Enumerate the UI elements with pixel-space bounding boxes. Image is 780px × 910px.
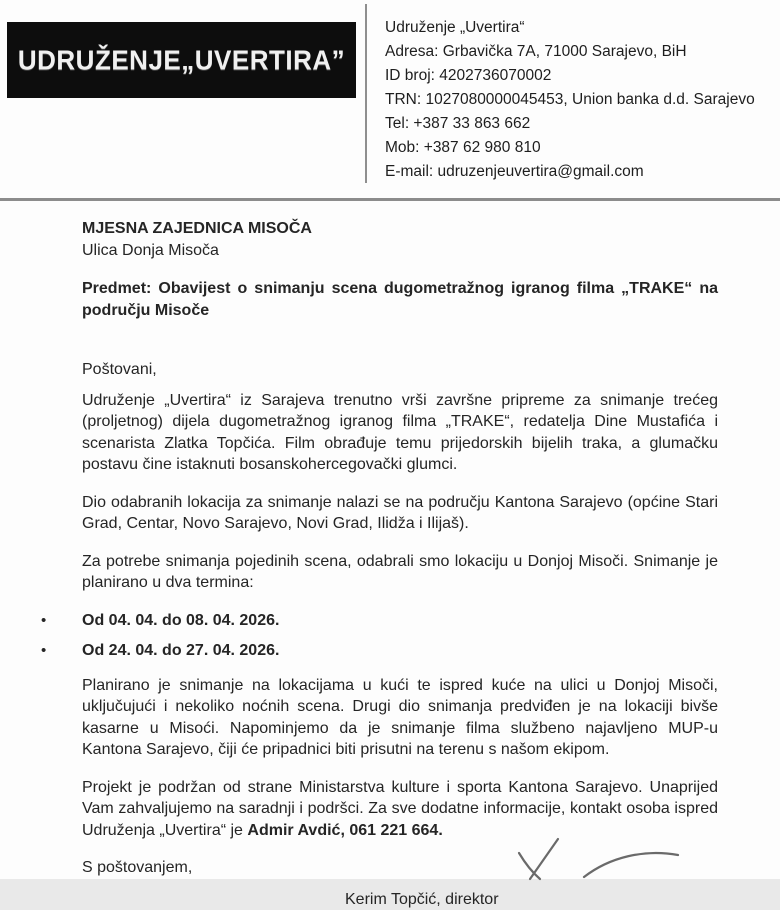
- org-name-line: Udruženje „Uvertira“: [385, 16, 765, 40]
- org-contact-block: [385, 16, 765, 184]
- paragraph-intro: Udruženje „Uvertira“ iz Sarajeva trenutno vrši završne pripreme za snimanje trećeg (proljetnog) dijela dugometražnog igranog filma „TRAKE“, redatelja Dine Mustafića i scenarista Zlatka Topčića. Film obrađuje temu prijedorskih bijelih traka, a glumačku postavu čine istaknuti bosanskohercegovački glumci.: [82, 390, 718, 476]
- signature-handwriting: [492, 845, 712, 879]
- org-mob-line: Mob: +387 62 980 810: [385, 136, 765, 160]
- letter-body: [82, 218, 718, 910]
- bullet-dot-icon: •: [41, 640, 46, 662]
- closing-text: Projekt je podržan od strane Ministarstva kulture i sporta Kantona Sarajevo. Unaprijed Vam zahvaljujemo na saradnji i podršci. Za sve dodatne informacije, kontakt osoba ispred Udruženja „Uvertira“ je: [82, 779, 718, 839]
- org-id-line: ID broj: 4202736070002: [385, 64, 765, 88]
- org-email-line: E-mail: udruzenjeuvertira@gmail.com: [385, 160, 765, 184]
- paragraph-terms: Za potrebe snimanja pojedinih scena, odabrali smo lokaciju u Donjoj Misoči. Snimanje je planirano u dva termina:: [82, 551, 718, 594]
- salutation: Poštovani,: [82, 359, 718, 381]
- paragraph-details: Planirano je snimanje na lokacijama u kući te ispred kuće na ulici u Donjoj Misoči, uključujući i nekoliko noćnih scena. Drugi dio snimanja predviđen je na lokaciji bivše kasarne u Misoći. Napominjemo da je snimanje filma službeno najavljeno MUP-u Kantona Sarajevo, čiji će pripadnici biti prisutni na terenu s našom ekipom.: [82, 675, 718, 761]
- recipient-address: Ulica Donja Misoča: [82, 240, 718, 262]
- org-tel-line: Tel: +387 33 863 662: [385, 112, 765, 136]
- org-address-line: Adresa: Grbavička 7A, 71000 Sarajevo, BiH: [385, 40, 765, 64]
- org-logo: [7, 22, 356, 98]
- paragraph-locations: Dio odabranih lokacija za snimanje nalazi se na području Kantona Sarajevo (općine Stari Grad, Centar, Novo Sarajevo, Novi Grad, Ilidža i Ilijaš).: [82, 492, 718, 535]
- bullet-date-2-text: Od 24. 04. do 27. 04. 2026.: [82, 642, 279, 659]
- bullet-dot-icon: •: [41, 610, 46, 632]
- paragraph-closing: [82, 777, 718, 842]
- contact-person: Admir Avdić, 061 221 664.: [247, 822, 442, 839]
- org-trn-line: TRN: 1027080000045453, Union banka d.d. Sarajevo: [385, 88, 765, 112]
- bullet-date-1: [82, 610, 718, 632]
- recipient-name: MJESNA ZAJEDNICA MISOČA: [82, 218, 718, 240]
- signatory-name: Kerim Topčić, direktor: [345, 889, 718, 910]
- org-logo-text: UDRUŽENJE„UVERTIRA”: [18, 44, 345, 77]
- bullet-date-1-text: Od 04. 04. do 08. 04. 2026.: [82, 612, 279, 629]
- subject-line: Predmet: Obavijest o snimanju scena dugometražnog igranog filma „TRAKE“ na području Misoče: [82, 278, 718, 321]
- header-vertical-divider: [365, 4, 367, 183]
- bullet-date-2: [82, 640, 718, 662]
- header-horizontal-rule: [0, 198, 780, 201]
- signoff: S poštovanjem,: [82, 857, 718, 879]
